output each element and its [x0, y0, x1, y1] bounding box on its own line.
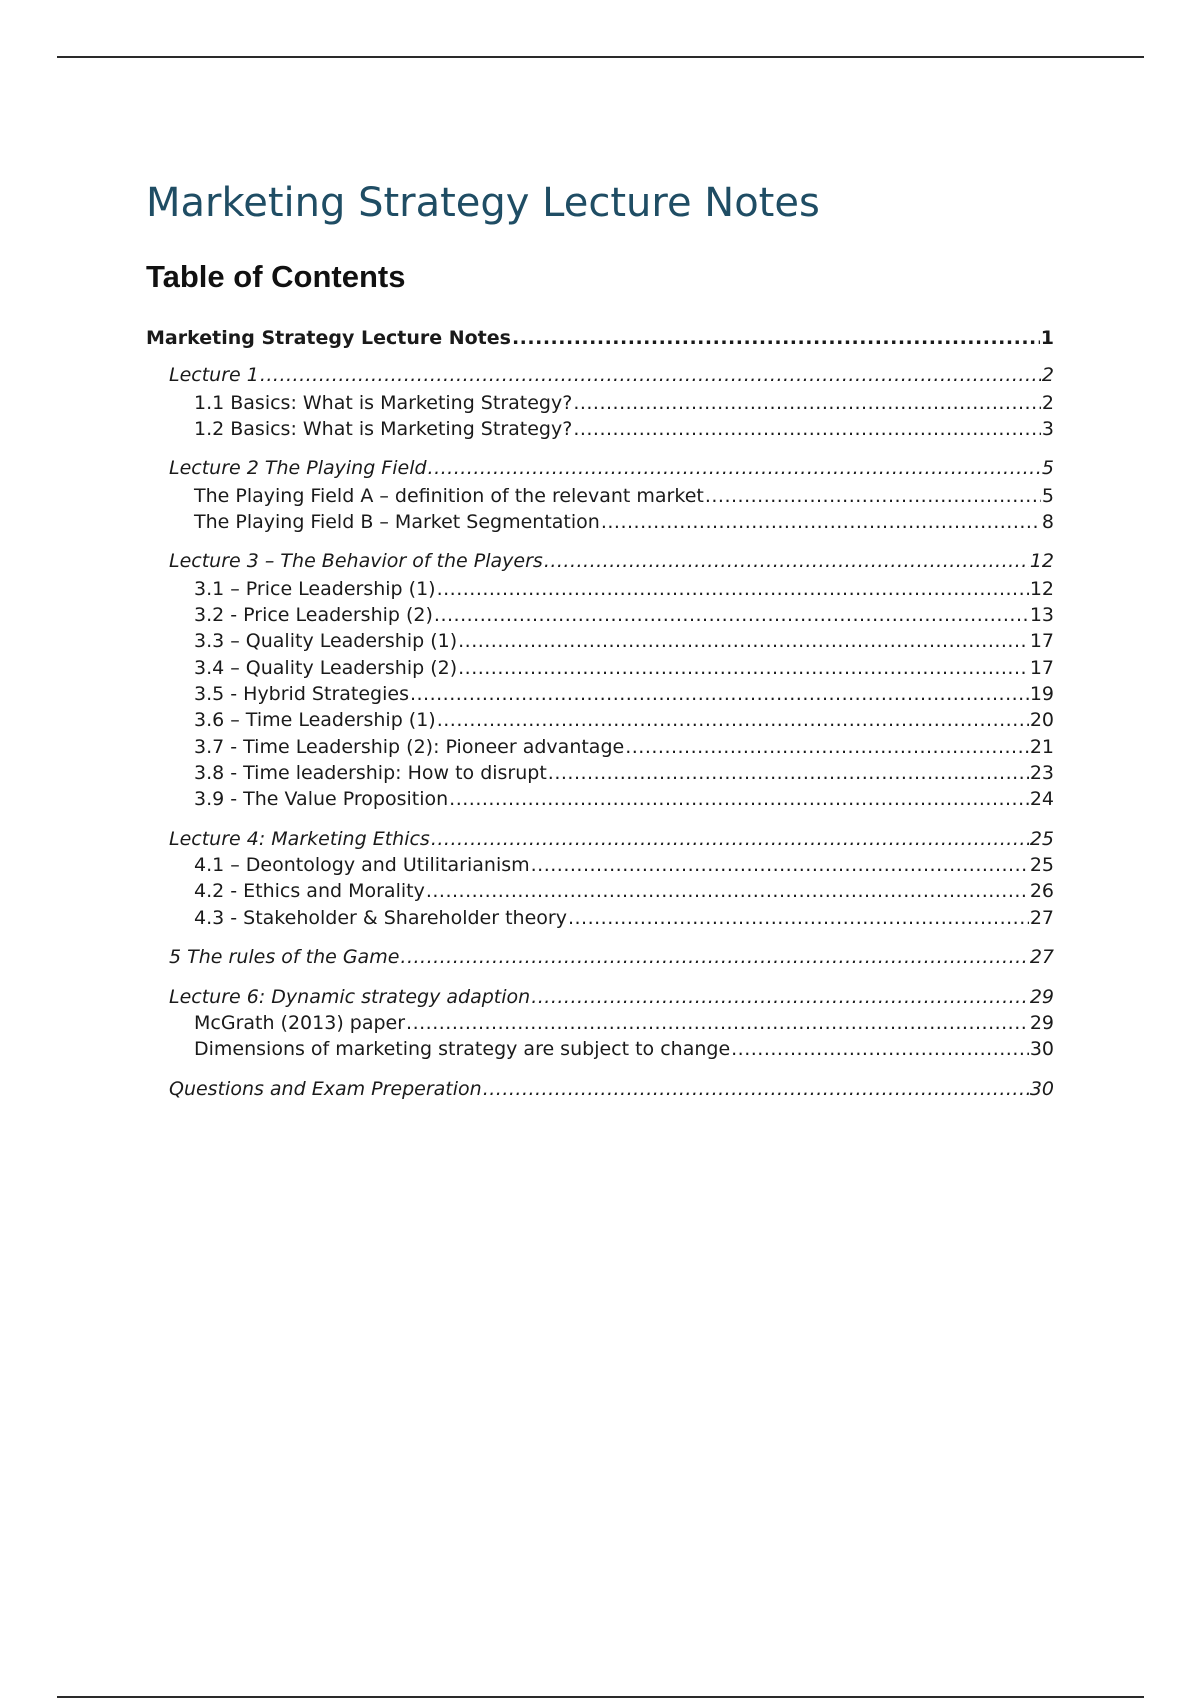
toc-dot-leader — [437, 708, 1029, 732]
toc-entry[interactable] — [146, 853, 1054, 877]
toc-entry-label: The Playing Field B – Market Segmentation — [194, 511, 600, 533]
toc-entry-label: 3.6 – Time Leadership (1) — [194, 709, 436, 731]
toc-entry-page: 27 — [1029, 946, 1054, 968]
toc-entry-label: 3.9 - The Value Proposition — [194, 788, 449, 810]
toc-entry-page: 25 — [1029, 854, 1054, 876]
toc-entry-label: Questions and Exam Preperation — [169, 1078, 482, 1100]
toc-dot-leader — [483, 1077, 1029, 1101]
toc-entry-page: 13 — [1029, 604, 1054, 626]
toc-entry-label: 4.2 - Ethics and Morality — [194, 880, 425, 902]
toc-entry-page: 23 — [1029, 762, 1054, 784]
toc-entry-label: 3.7 - Time Leadership (2): Pioneer advantage — [194, 736, 625, 758]
toc-dot-leader — [573, 417, 1041, 441]
toc-entry[interactable] — [146, 1077, 1054, 1101]
toc-dot-leader — [428, 456, 1041, 480]
toc-entry-label: 5 The rules of the Game — [169, 946, 400, 968]
toc-heading: Table of Contents — [146, 259, 406, 294]
toc-entry-page: 30 — [1029, 1078, 1054, 1100]
toc-entry[interactable] — [146, 827, 1054, 851]
toc-entry-label: Lecture 2 The Playing Field — [169, 457, 427, 479]
toc-dot-leader — [731, 1037, 1029, 1061]
toc-entry-label: McGrath (2013) paper — [194, 1012, 406, 1034]
toc-dot-leader — [531, 853, 1029, 877]
toc-dot-leader — [705, 484, 1041, 508]
toc-entry[interactable] — [146, 484, 1054, 508]
toc-entry-page: 8 — [1041, 511, 1054, 533]
toc-dot-leader — [512, 326, 1040, 350]
toc-entry-label: 4.1 – Deontology and Utilitarianism — [194, 854, 530, 876]
toc-entry[interactable] — [146, 363, 1054, 387]
toc-entry-label: Lecture 1 — [169, 364, 259, 386]
toc-entry[interactable] — [146, 1037, 1054, 1061]
toc-entry-page: 21 — [1029, 736, 1054, 758]
toc-entry-page: 19 — [1029, 683, 1054, 705]
toc-entry[interactable] — [146, 456, 1054, 480]
toc-entry[interactable] — [146, 761, 1054, 785]
toc-entry[interactable] — [146, 682, 1054, 706]
toc-entry[interactable] — [146, 391, 1054, 415]
toc-entry[interactable] — [146, 945, 1054, 969]
toc-dot-leader — [410, 682, 1029, 706]
toc-dot-leader — [625, 735, 1029, 759]
toc-entry-label: The Playing Field A – definition of the relevant market — [194, 485, 704, 507]
toc-entry[interactable] — [146, 985, 1054, 1009]
toc-entry-label: 3.5 - Hybrid Strategies — [194, 683, 409, 705]
toc-dot-leader — [400, 945, 1028, 969]
toc-entry[interactable] — [146, 879, 1054, 903]
toc-entry[interactable] — [146, 787, 1054, 811]
toc-entry-page: 5 — [1041, 457, 1054, 479]
toc-entry[interactable] — [146, 1011, 1054, 1035]
toc-dot-leader — [548, 761, 1029, 785]
toc-dot-leader — [449, 787, 1029, 811]
toc-entry-label: Marketing Strategy Lecture Notes — [146, 327, 511, 349]
toc-entry-page: 24 — [1029, 788, 1054, 810]
toc-entry-label: Lecture 3 – The Behavior of the Players — [169, 550, 543, 572]
toc-entry-page: 2 — [1041, 364, 1054, 386]
toc-entry-page: 12 — [1029, 578, 1054, 600]
toc-entry-label: Lecture 4: Marketing Ethics — [169, 828, 430, 850]
toc-entry-page: 3 — [1041, 418, 1054, 440]
toc-entry-page: 2 — [1041, 392, 1054, 414]
toc-entry-page: 26 — [1029, 880, 1054, 902]
toc-entry[interactable] — [146, 603, 1054, 627]
toc-entry-page: 12 — [1029, 550, 1054, 572]
toc-dot-leader — [431, 827, 1029, 851]
toc-entry[interactable] — [146, 906, 1054, 930]
toc-entry[interactable] — [146, 656, 1054, 680]
toc-entry-label: Dimensions of marketing strategy are subject to change — [194, 1038, 731, 1060]
toc-entry-page: 27 — [1029, 907, 1054, 929]
toc-dot-leader — [434, 603, 1029, 627]
toc-entry-page: 17 — [1029, 630, 1054, 652]
toc-entry-page: 1 — [1040, 327, 1054, 349]
toc-dot-leader — [544, 549, 1029, 573]
document-title: Marketing Strategy Lecture Notes — [146, 180, 820, 226]
toc-entry-label: 3.4 – Quality Leadership (2) — [194, 657, 458, 679]
toc-dot-leader — [458, 656, 1029, 680]
toc-entry-label: 4.3 - Stakeholder & Shareholder theory — [194, 907, 567, 929]
toc-entry-label: Lecture 6: Dynamic strategy adaption — [169, 986, 531, 1008]
toc-entry-page: 25 — [1029, 828, 1054, 850]
toc-entry[interactable] — [146, 629, 1054, 653]
toc-entry[interactable] — [146, 735, 1054, 759]
toc-entry-page: 29 — [1029, 986, 1054, 1008]
toc-dot-leader — [437, 577, 1029, 601]
toc-dot-leader — [573, 391, 1041, 415]
footer-rule — [57, 1696, 1144, 1698]
toc-entry[interactable] — [146, 326, 1054, 350]
toc-entry-label: 3.2 - Price Leadership (2) — [194, 604, 433, 626]
toc-entry-page: 20 — [1029, 709, 1054, 731]
toc-entry[interactable] — [146, 708, 1054, 732]
toc-entry[interactable] — [146, 549, 1054, 573]
toc-entry[interactable] — [146, 417, 1054, 441]
toc-entry-label: 3.1 – Price Leadership (1) — [194, 578, 436, 600]
toc-dot-leader — [458, 629, 1029, 653]
toc-entry-page: 17 — [1029, 657, 1054, 679]
toc-entry-page: 29 — [1029, 1012, 1054, 1034]
toc-entry[interactable] — [146, 510, 1054, 534]
toc-dot-leader — [531, 985, 1029, 1009]
toc-dot-leader — [568, 906, 1029, 930]
toc-entry-label: 1.2 Basics: What is Marketing Strategy? — [194, 418, 573, 440]
toc-entry[interactable] — [146, 577, 1054, 601]
toc-dot-leader — [426, 879, 1029, 903]
header-rule — [57, 56, 1144, 58]
toc-entry-label: 1.1 Basics: What is Marketing Strategy? — [194, 392, 573, 414]
toc-dot-leader — [260, 363, 1041, 387]
toc-entry-page: 5 — [1041, 485, 1054, 507]
toc-entry-label: 3.3 – Quality Leadership (1) — [194, 630, 458, 652]
toc-dot-leader — [601, 510, 1041, 534]
toc-entry-page: 30 — [1029, 1038, 1054, 1060]
toc-dot-leader — [406, 1011, 1029, 1035]
toc-entry-label: 3.8 - Time leadership: How to disrupt — [194, 762, 547, 784]
